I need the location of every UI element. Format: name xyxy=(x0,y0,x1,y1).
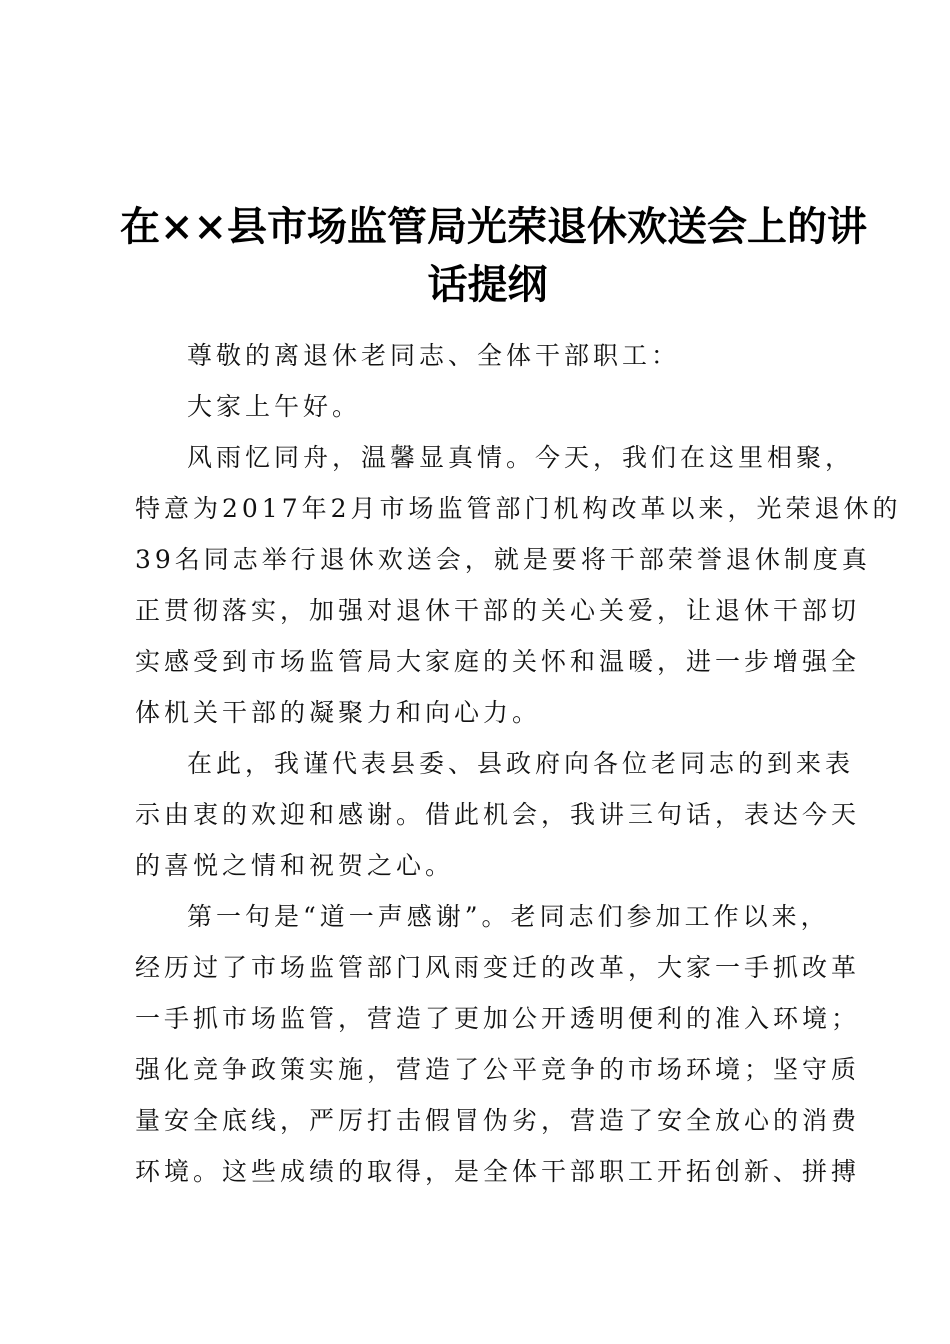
document-body xyxy=(135,330,902,1197)
text-line: 经历过了市场监管部门风雨变迁的改革，大家一手抓改革 xyxy=(135,953,861,982)
title-line: 话提纲 xyxy=(427,261,548,308)
text-line: 的喜悦之情和祝贺之心。 xyxy=(135,851,455,880)
document-title xyxy=(120,198,868,314)
paragraph-greeting xyxy=(135,381,845,432)
text-line: 环境。这些成绩的取得，是全体干部职工开拓创新、拼搏 xyxy=(135,1157,861,1186)
text-line: 风雨忆同舟，温馨显真情。今天，我们在这里相聚， xyxy=(187,443,855,472)
text-line: 大家上午好。 xyxy=(187,392,362,421)
text-line: 一手抓市场监管，营造了更加公开透明便利的准入环境； xyxy=(135,1004,861,1033)
text-line: 特意为2017年2月市场监管部门机构改革以来，光荣退休的 xyxy=(135,494,902,523)
text-line: 39名同志举行退休欢送会，就是要将干部荣誉退休制度真 xyxy=(135,545,871,574)
paragraph-salutation xyxy=(135,330,845,381)
text-line: 示由衷的欢迎和感谢。借此机会，我讲三句话，表达今天 xyxy=(135,800,861,829)
text-line: 量安全底线，严厉打击假冒伪劣，营造了安全放心的消费 xyxy=(135,1106,861,1135)
text-line: 实感受到市场监管局大家庭的关怀和温暖，进一步增强全 xyxy=(135,647,861,676)
text-line: 强化竞争政策实施，营造了公平竞争的市场环境；坚守质 xyxy=(135,1055,861,1084)
text-line: 在此，我谨代表县委、县政府向各位老同志的到来表 xyxy=(187,749,855,778)
paragraph-first-point xyxy=(135,891,861,1197)
title-line: 在××县市场监管局光荣退休欢送会上的讲 xyxy=(120,203,868,250)
text-line: 第一句是“道一声感谢”。老同志们参加工作以来， xyxy=(187,902,830,931)
text-line: 体机关干部的凝聚力和向心力。 xyxy=(135,698,542,727)
text-line: 正贯彻落实，加强对退休干部的关心关爱，让退休干部切 xyxy=(135,596,861,625)
paragraph-opening xyxy=(135,432,902,738)
paragraph-thanks xyxy=(135,738,861,891)
text-line: 尊敬的离退休老同志、全体干部职工： xyxy=(187,341,681,370)
